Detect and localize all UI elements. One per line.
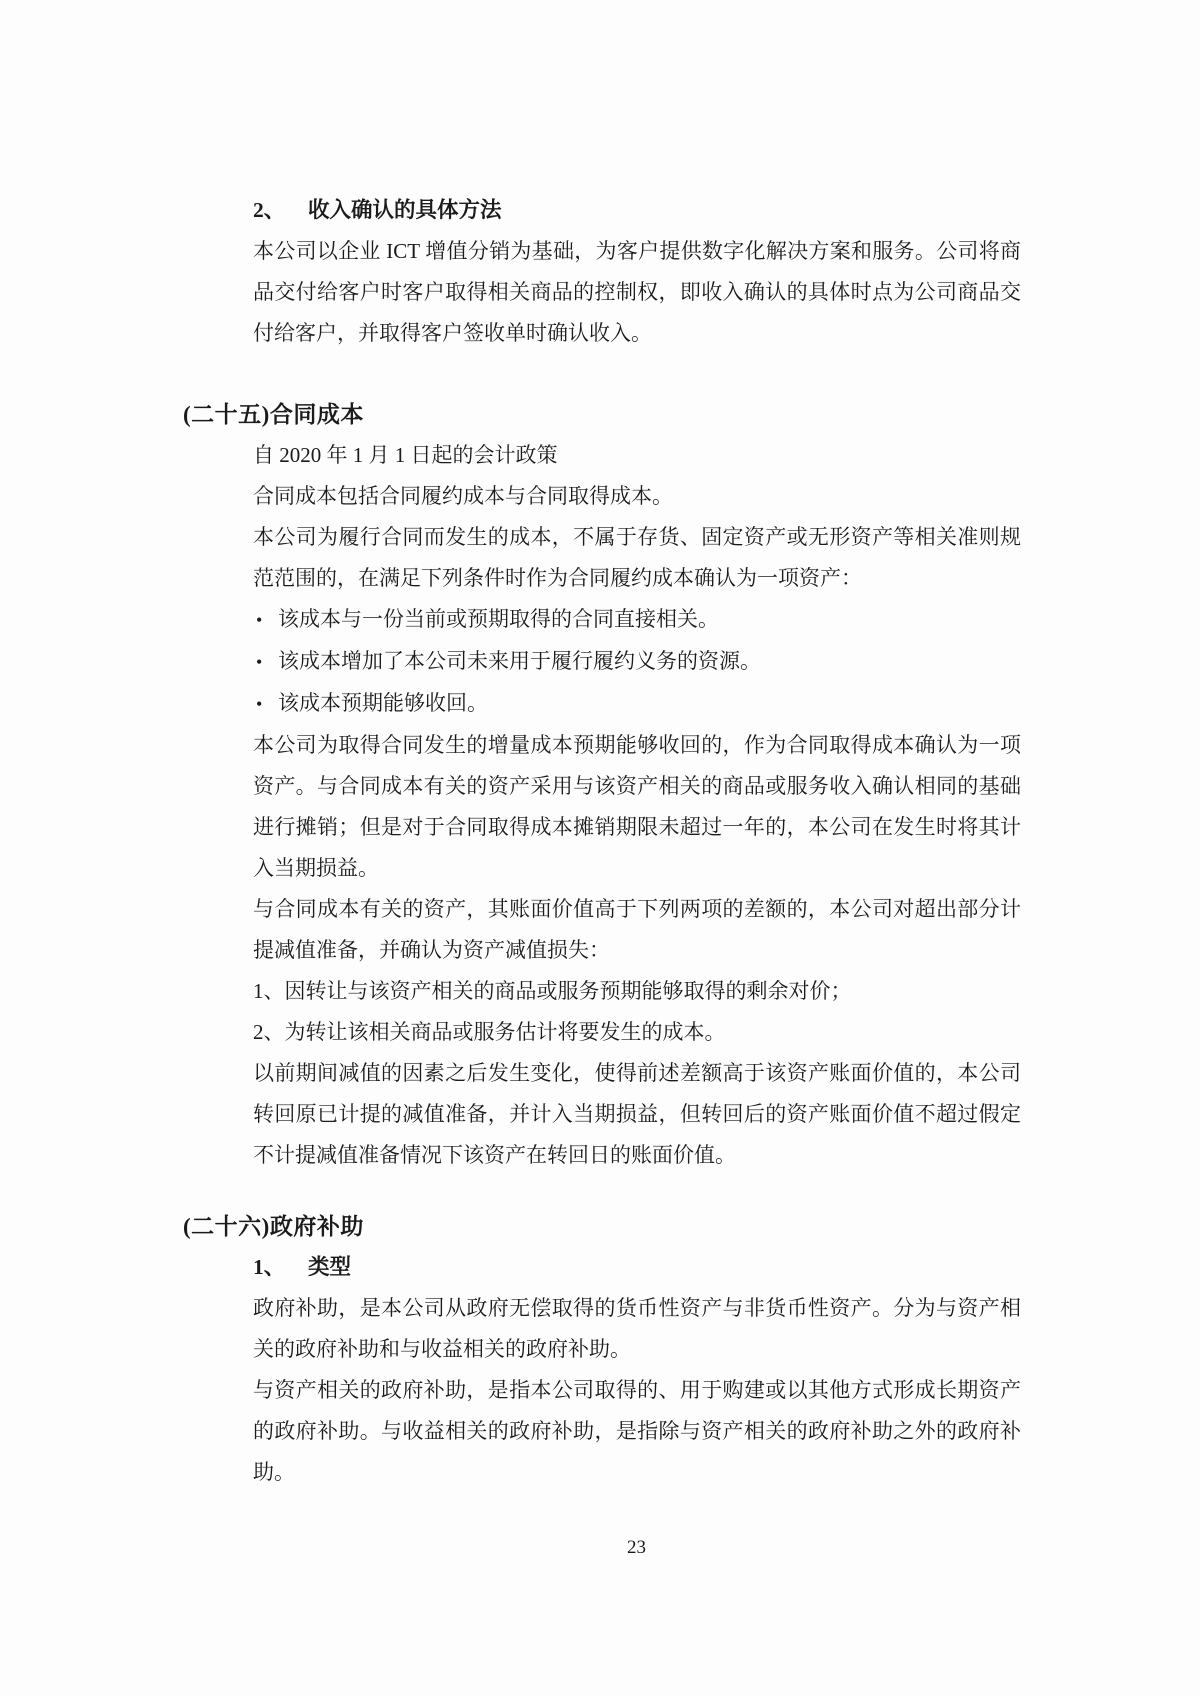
- bullet-text: 该成本与一份当前或预期取得的合同直接相关。: [278, 607, 719, 631]
- paragraph-impairment-intro: 与合同成本有关的资产，其账面价值高于下列两项的差额的，本公司对超出部分计提减值准备，并确认为资产减值损失：: [253, 897, 1021, 962]
- bullet-icon: •: [256, 694, 263, 714]
- bullet-item: [253, 599, 1021, 641]
- paragraph-impairment-reversal: 以前期间减值的因素之后发生变化，使得前述差额高于该资产账面价值的，本公司转回原已计提的减值准备，并计入当期损益，但转回后的资产账面价值不超过假定不计提减值准备情况下该资产在转回日的账面价值。: [253, 1061, 1021, 1167]
- paragraph-revenue-method: 本公司以企业 ICT 增值分销为基础，为客户提供数字化解决方案和服务。公司将商品交付给客户时客户取得相关商品的控制权，即收入确认的具体时点为公司商品交付给客户，并取得客户签收单时确认收入。: [253, 239, 1021, 345]
- page-number: 23: [627, 1537, 646, 1558]
- subheading-revenue-method: [253, 190, 1021, 231]
- paragraph-incremental-cost: 本公司为取得合同发生的增量成本预期能够收回的，作为合同取得成本确认为一项资产。与合同成本有关的资产采用与该资产相关的商品或服务收入确认相同的基础进行摊销；但是对于合同取得成本摊销期限未超过一年的，本公司在发生时将其计入当期损益。: [253, 733, 1021, 880]
- paragraph-policy-date: 自 2020 年 1 月 1 日起的会计政策: [253, 443, 558, 467]
- bullet-icon: •: [256, 652, 263, 672]
- document-content: [183, 190, 1021, 1493]
- paragraph-cost-includes: 合同成本包括合同履约成本与合同取得成本。: [253, 484, 673, 508]
- section-heading-gov-grant: (二十六)政府补助: [183, 1214, 364, 1239]
- bullet-item: [253, 683, 1021, 725]
- bullet-icon: •: [256, 610, 263, 630]
- subheading-number: 1、: [253, 1255, 286, 1279]
- section-heading-contract-cost: (二十五)合同成本: [183, 402, 364, 427]
- bullet-text: 该成本增加了本公司未来用于履行履约义务的资源。: [278, 649, 761, 673]
- paragraph-grant-asset-related: 与资产相关的政府补助，是指本公司取得的、用于购建或以其他方式形成长期资产的政府补助。与收益相关的政府补助，是指除与资产相关的政府补助之外的政府补助。: [253, 1378, 1021, 1484]
- numbered-item-1: 1、因转让与该资产相关的商品或服务预期能够取得的剩余对价；: [253, 979, 852, 1003]
- bullet-item: [253, 641, 1021, 683]
- paragraph-fulfilment-intro: 本公司为履行合同而发生的成本，不属于存货、固定资产或无形资产等相关准则规范范围的，在满足下列条件时作为合同履约成本确认为一项资产：: [253, 525, 1021, 590]
- subheading-title: 类型: [308, 1255, 352, 1279]
- paragraph-grant-definition: 政府补助，是本公司从政府无偿取得的货币性资产与非货币性资产。分为与资产相关的政府补助和与收益相关的政府补助。: [253, 1296, 1021, 1361]
- subheading-title: 收入确认的具体方法: [308, 198, 502, 222]
- subheading-grant-type: [253, 1247, 1021, 1288]
- subheading-number: 2、: [253, 198, 286, 222]
- bullet-text: 该成本预期能够收回。: [278, 691, 488, 715]
- numbered-item-2: 2、为转让该相关商品或服务估计将要发生的成本。: [253, 1020, 726, 1044]
